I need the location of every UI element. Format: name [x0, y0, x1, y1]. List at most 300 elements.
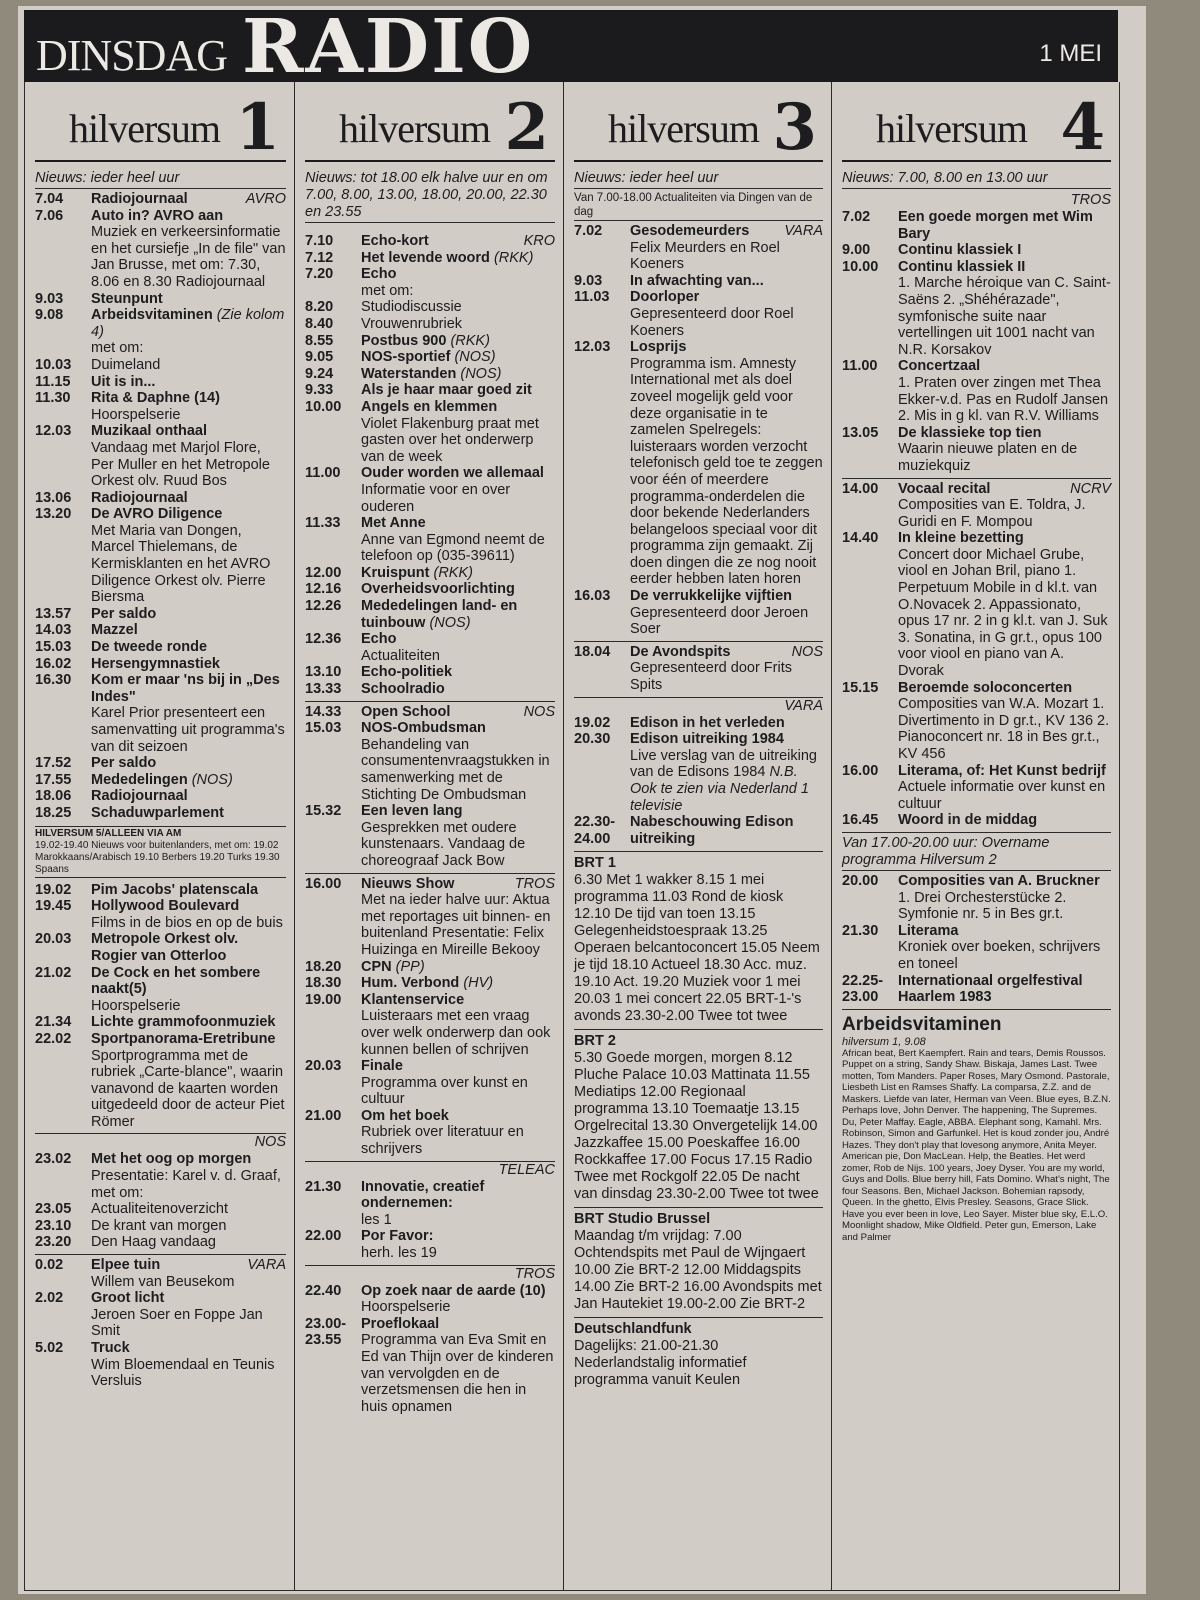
program-body	[361, 565, 555, 582]
program-body	[91, 390, 286, 423]
program-title: Arbeidsvitaminen	[91, 307, 213, 324]
program-description: Jeroen Soer en Foppe Jan Smit	[91, 1306, 263, 1340]
program-description: Vandaag met Marjol Flore, Per Muller en het Metropole Orkest olv. Ruud Bos	[91, 439, 270, 490]
program-entry	[305, 333, 555, 350]
program-time: 15.03	[35, 639, 72, 656]
divider	[305, 873, 555, 874]
program-body	[630, 289, 823, 339]
program-time: 7.02	[842, 209, 871, 225]
program-body	[361, 720, 555, 803]
program-time: 12.03	[574, 339, 611, 356]
column-hilversum-2	[295, 82, 564, 1590]
program-body	[898, 973, 1111, 1006]
program-title: Nabeschouwing Edison uitreiking	[630, 814, 794, 847]
program-entry	[35, 805, 286, 822]
program-title: Kruispunt	[361, 564, 430, 581]
program-time: 18.04	[574, 643, 611, 660]
broadcaster-label: KRO	[523, 233, 555, 249]
program-description: Actuele informatie over kunst en cultuur	[898, 779, 1106, 812]
program-body	[361, 266, 555, 299]
program-title: Vrouwenrubriek	[361, 315, 463, 332]
program-body	[361, 299, 555, 316]
program-body	[361, 233, 555, 250]
program-entry	[305, 992, 555, 1058]
program-title: Groot licht	[91, 1290, 165, 1307]
program-title: Actualiteitenoverzicht	[91, 1201, 229, 1218]
program-time: 16.00	[305, 875, 342, 892]
program-time: 10.00	[842, 258, 879, 275]
program-time: 14.40	[842, 530, 879, 547]
program-entry	[35, 755, 286, 772]
program-entry	[35, 1234, 286, 1251]
program-time: 7.10	[305, 233, 334, 249]
program-description: Films in de bios en op de buis	[91, 914, 283, 931]
program-title: De tweede ronde	[91, 639, 208, 656]
program-body	[91, 1290, 286, 1340]
program-body	[361, 598, 555, 631]
program-time: 11.30	[35, 390, 71, 407]
program-entry	[574, 588, 823, 638]
program-body	[91, 656, 286, 673]
program-body	[898, 812, 1111, 829]
program-entry	[305, 664, 555, 681]
program-title: Open School	[361, 703, 451, 720]
program-note: N.B. Ook te zien via Nederland 1 televisie	[630, 764, 809, 814]
program-entry	[35, 374, 286, 391]
broadcaster-tag: (NOS)	[460, 365, 502, 382]
program-description: 1. Marche héroique van C. Saint-Saëns 2. „Shéhérazade", symfonische suite naar vertellingen uit 1001 nacht van N.R. Korsakov	[898, 275, 1111, 358]
program-body	[91, 291, 286, 308]
program-time: 23.00-23.55	[305, 1315, 347, 1349]
program-title: In afwachting van...	[630, 272, 764, 289]
program-entry	[35, 672, 286, 755]
divider	[35, 1254, 286, 1255]
program-description: herh. les 19	[361, 1245, 437, 1262]
program-body	[898, 425, 1111, 475]
program-body	[91, 606, 286, 623]
program-time: 2.02	[35, 1290, 64, 1307]
program-time: 9.33	[305, 382, 334, 399]
program-title: De krant van morgen	[91, 1217, 227, 1234]
program-time: 20.03	[305, 1058, 342, 1075]
news-schedule: Nieuws: ieder heel uur	[574, 170, 823, 189]
program-time: 23.02	[35, 1151, 72, 1168]
program-description: les 1	[361, 1211, 392, 1228]
program-title: Auto in? AVRO aan	[91, 207, 224, 224]
program-time: 22.25-23.00	[842, 972, 884, 1006]
program-entry	[305, 581, 555, 598]
program-title: Beroemde soloconcerten	[898, 679, 1073, 696]
program-description: Programma over kunst en cultuur	[361, 1074, 528, 1108]
program-time: 23.05	[35, 1201, 72, 1218]
program-entry	[842, 923, 1111, 973]
program-entry	[305, 1283, 555, 1316]
program-title: Edison uitreiking 1984	[630, 731, 784, 748]
broadcaster-tag: (PP)	[395, 958, 425, 975]
program-title: Den Haag vandaag	[91, 1234, 216, 1251]
program-description: met om:	[91, 340, 144, 357]
program-title: Een leven lang	[361, 803, 463, 820]
program-entry	[35, 898, 286, 931]
program-time: 11.15	[35, 373, 71, 390]
program-title: Mazzel	[91, 622, 138, 639]
program-body	[361, 1316, 555, 1416]
program-description: 1. Praten over zingen met Thea Ekker-v.d. Pas en Rudolf Jansen 2. Mis in g kl. van R.V. Williams	[898, 374, 1109, 425]
program-entry	[842, 973, 1111, 1006]
program-description: Anne van Egmond neemt de telefoon op (035-39611)	[361, 531, 545, 565]
station-header	[305, 82, 555, 165]
program-title: Overheidsvoorlichting	[361, 581, 515, 598]
program-body	[361, 1179, 555, 1229]
program-title: Duimeland	[91, 356, 161, 373]
program-title: NOS-sportief	[361, 349, 451, 366]
program-entry	[35, 772, 286, 789]
program-entry	[305, 299, 555, 316]
program-body	[91, 1340, 286, 1390]
program-title: Echo-politiek	[361, 664, 453, 681]
program-body	[361, 366, 555, 383]
am-note	[35, 826, 286, 878]
program-description: Actualiteiten	[361, 647, 440, 664]
program-title: Mededelingen	[91, 771, 188, 788]
program-title: Echo-kort	[361, 233, 429, 249]
program-body	[898, 209, 1111, 242]
program-title: Rita & Daphne (14)	[91, 390, 220, 407]
program-entry	[305, 803, 555, 869]
broadcaster-tag: (NOS)	[454, 349, 496, 366]
program-entry	[305, 975, 555, 992]
program-description: Willem van Beusekom	[91, 1273, 235, 1290]
program-body	[91, 506, 286, 606]
program-description: Wim Bloemendaal en Teunis Versluis	[91, 1356, 275, 1390]
program-body	[361, 465, 555, 515]
program-time: 10.00	[305, 398, 342, 415]
magazine-page	[18, 6, 1146, 1594]
program-title: Radiojournaal	[91, 788, 188, 805]
program-body	[361, 349, 555, 366]
program-entry	[35, 656, 286, 673]
program-entry	[35, 1031, 286, 1131]
program-description: Muziek en verkeersinformatie en het cursiefje „In de file" van Jan Brusse, met om: 7.30, 8.06 en 8.30 Radiojournaal	[91, 224, 286, 290]
day-label: DINSDAG	[36, 31, 227, 80]
section-title: RADIO	[242, 4, 535, 90]
program-entry	[842, 425, 1111, 475]
program-entry	[305, 681, 555, 698]
program-title: Doorloper	[630, 289, 700, 306]
program-body	[91, 423, 286, 489]
program-title: Het levende woord	[361, 249, 490, 266]
program-body	[361, 1283, 555, 1316]
program-time: 12.26	[305, 598, 342, 615]
broadcaster-tag: (HV)	[463, 975, 494, 992]
program-title: Uit is in...	[91, 373, 156, 390]
program-time: 23.20	[35, 1234, 72, 1251]
program-time: 17.52	[35, 755, 72, 772]
broadcaster-break: TROS	[305, 1265, 555, 1283]
program-entry	[35, 788, 286, 805]
program-body	[91, 898, 286, 931]
program-body	[361, 250, 555, 267]
am-note-text: 19.02-19.40 Nieuws voor buitenlanders, met om: 19.02 Marokkaans/Arabisch 19.10 Berbers 19.20 Turks 19.30 Spaans	[35, 839, 280, 875]
program-title: Literama	[898, 922, 959, 939]
program-entry	[35, 622, 286, 639]
program-entry	[35, 208, 286, 291]
program-body	[361, 704, 555, 721]
program-body	[361, 1228, 555, 1261]
program-body	[91, 788, 286, 805]
program-body	[361, 316, 555, 333]
program-time: 13.06	[35, 489, 72, 506]
program-title: Continu klassiek I	[898, 242, 1022, 259]
program-entry	[842, 873, 1111, 923]
program-time: 18.06	[35, 788, 72, 805]
program-time: 22.00	[305, 1228, 342, 1245]
program-body	[91, 374, 286, 391]
program-body	[630, 588, 823, 638]
program-time: 21.00	[305, 1107, 342, 1124]
broadcaster-label: NOS	[523, 703, 555, 720]
program-title: Op zoek naar de aarde (10)	[361, 1282, 546, 1299]
program-body	[361, 581, 555, 598]
program-title: Schoolradio	[361, 681, 445, 698]
program-title: Met Anne	[361, 515, 426, 532]
program-entry	[35, 1257, 286, 1290]
program-entry	[842, 358, 1111, 424]
program-time: 8.40	[305, 315, 334, 332]
program-time: 16.03	[574, 588, 611, 605]
program-entry	[35, 1201, 286, 1218]
program-description: Behandeling van consumentenvraagstukken in samenwerking met de Stichting De Ombudsman	[361, 736, 550, 803]
dlf-title: Deutschlandfunk	[574, 1321, 692, 1338]
program-title: Als je haar maar goed zit	[361, 382, 532, 399]
program-time: 19.02	[35, 881, 72, 898]
program-time: 13.33	[305, 681, 342, 698]
program-description: Waarin nieuwe platen en de muziekquiz	[898, 441, 1078, 474]
station-header	[35, 82, 286, 165]
program-entry	[842, 680, 1111, 763]
spacer	[305, 225, 555, 233]
program-title: Waterstanden	[361, 365, 457, 382]
program-title: Muzikaal onthaal	[91, 423, 208, 440]
program-description: Presentatie: Karel v. d. Graaf, met om:	[91, 1168, 281, 1201]
broadcaster-tag: (RKK)	[493, 249, 534, 266]
broadcaster-tag: (RKK)	[450, 332, 490, 349]
program-entry	[35, 191, 286, 208]
program-description: Met Maria van Dongen, Marcel Thielemans, de Kermisklanten en het AVRO Diligence Orkest olv. Pierre Biersma	[91, 522, 271, 606]
program-body	[898, 680, 1111, 763]
program-time: 20.00	[842, 872, 879, 889]
divider	[842, 1009, 1111, 1010]
program-time: 7.20	[305, 266, 334, 283]
program-title: Internationaal orgelfestival Haarlem 1983	[898, 972, 1083, 1006]
program-entry	[35, 357, 286, 374]
program-title: Een goede morgen met Wim Bary	[898, 209, 1093, 242]
program-title: Metropole Orkest olv. Rogier van Otterloo	[91, 931, 239, 964]
broadcaster-label: NOS	[791, 643, 823, 660]
program-title: Hersengymnastiek	[91, 655, 220, 672]
program-body	[91, 672, 286, 755]
page-header	[24, 4, 1118, 90]
program-body	[630, 339, 823, 588]
program-time: 22.40	[305, 1282, 342, 1299]
brt1-block	[574, 851, 823, 1025]
broadcaster-label: VARA	[247, 1257, 286, 1274]
program-title: Hollywood Boulevard	[91, 898, 240, 915]
program-description: met om:	[361, 282, 414, 299]
program-time: 11.00	[305, 465, 341, 482]
program-entry	[842, 530, 1111, 679]
column-hilversum-3	[564, 82, 832, 1590]
program-entry	[305, 959, 555, 976]
program-title: Per saldo	[91, 605, 157, 622]
program-body	[630, 273, 823, 290]
program-time: 15.03	[305, 720, 342, 737]
studio-title: BRT Studio Brussel	[574, 1211, 711, 1228]
program-entry	[35, 506, 286, 606]
program-body	[361, 399, 555, 465]
program-description: Hoorspelserie	[91, 406, 181, 423]
program-time: 15.15	[842, 679, 879, 696]
program-title: Woord in de middag	[898, 812, 1038, 829]
program-body	[91, 1014, 286, 1031]
program-title: Angels en klemmen	[361, 398, 498, 415]
program-body	[91, 755, 286, 772]
brt1-title: BRT 1	[574, 855, 616, 872]
program-entry	[305, 266, 555, 299]
program-title: Truck	[91, 1340, 130, 1356]
program-title: Klantenservice	[361, 991, 465, 1008]
program-entry	[35, 1151, 286, 1201]
program-time: 14.00	[842, 480, 879, 497]
program-entry	[574, 339, 823, 588]
broadcaster-label: NCRV	[1070, 480, 1111, 497]
program-entry	[35, 307, 286, 357]
date-label: 1 MEI	[1039, 40, 1102, 67]
program-entry	[305, 349, 555, 366]
program-body	[361, 631, 555, 664]
program-title: Sportpanorama-Eretribune	[91, 1030, 276, 1047]
program-body	[361, 333, 555, 350]
program-time: 19.02	[574, 714, 611, 731]
program-body	[91, 882, 286, 899]
station-header	[842, 82, 1111, 165]
broadcaster-label: AVRO	[245, 191, 286, 207]
program-entry	[305, 1228, 555, 1261]
program-body	[91, 1031, 286, 1131]
program-time: 13.57	[35, 605, 72, 622]
brt2-block	[574, 1029, 823, 1203]
brt1-text: 6.30 Met 1 wakker 8.15 1 mei programma 11.03 Rond de kiosk 12.10 De tijd van toen 13.15 Gelegenheidstoespraak 13.25 Operaen belcantoconcert 15.05 Neem je tijd 18.10 Actueel 18.30 Acc. muz. 19.10 Act. 19.20 Muziek voor 1 mei 20.03 1 mei concert 22.05 BRT-1-'s avonds 23.30-2.00 Twee tot twee	[574, 872, 820, 1025]
studio-block	[574, 1207, 823, 1313]
program-body	[91, 1201, 286, 1218]
program-body	[361, 959, 555, 976]
program-title: Echo	[361, 266, 397, 283]
program-title: Steunpunt	[91, 290, 163, 307]
program-title: De klassieke top tien	[898, 424, 1042, 441]
program-time: 17.55	[35, 771, 72, 788]
program-description: Live verslag van de uitreiking van de Edisons 1984	[630, 747, 817, 781]
program-body	[898, 923, 1111, 973]
program-body	[361, 382, 555, 399]
program-body	[91, 931, 286, 964]
divider	[305, 701, 555, 702]
program-description: Gepresenteerd door Frits Spits	[630, 660, 792, 694]
program-time: 13.05	[842, 424, 879, 441]
broadcaster-tag: (NOS)	[191, 771, 233, 788]
program-entry	[35, 390, 286, 423]
program-entry	[574, 715, 823, 732]
program-title: De Cock en het sombere naakt(5)	[91, 964, 261, 998]
program-body	[91, 965, 286, 1015]
program-title: Vocaal recital	[898, 480, 991, 497]
program-entry	[305, 631, 555, 664]
program-body	[361, 515, 555, 565]
program-title: Innovatie, creatief ondernemen:	[361, 1178, 485, 1212]
program-description: Concert door Michael Grube, viool en Johan Bril, piano 1. Perpetuum Mobile in d kl.t. van O.Novacek 2. Appassionato, opus 17 nr. 2 in g kl.t. van J. Suk 3. Sonatina, in G gr.t., opus 100 voor viool en piano van A. Dvorak	[898, 546, 1108, 680]
program-title: Per saldo	[91, 755, 157, 772]
program-title: Lichte grammofoonmuziek	[91, 1014, 276, 1031]
program-time: 21.30	[305, 1178, 342, 1195]
program-description: 1. Drei Orchesterstücke 2. Symfonie nr. 5 in Bes gr.t.	[898, 889, 1067, 923]
arbeidsvitaminen-subtitle: hilversum 1, 9.08	[842, 1035, 926, 1048]
program-time: 18.30	[305, 975, 342, 992]
program-description: Violet Flakenburg praat met gasten over het onderwerp van de week	[361, 415, 539, 465]
program-entry	[305, 1179, 555, 1229]
program-time: 19.00	[305, 991, 342, 1008]
program-description: Composities van E. Toldra, J. Guridi en F. Mompou	[898, 497, 1086, 530]
program-time: 21.02	[35, 964, 72, 981]
program-entry	[305, 1316, 555, 1416]
news-schedule: Nieuws: ieder heel uur	[35, 170, 286, 189]
program-body	[91, 772, 286, 789]
program-entry	[35, 965, 286, 1015]
program-title: Nieuws Show	[361, 875, 455, 892]
station-name: hilversum	[876, 106, 1027, 151]
station-name: hilversum	[339, 106, 490, 151]
program-body	[91, 307, 286, 357]
program-body	[630, 731, 823, 814]
program-entry	[305, 720, 555, 803]
program-body	[630, 814, 823, 847]
program-title: Gesodemeurders	[630, 223, 750, 239]
program-time: 16.02	[35, 655, 72, 672]
station-header	[574, 82, 823, 165]
program-description: Kroniek over boeken, schrijvers en toneel	[898, 939, 1101, 972]
program-title: Losprijs	[630, 339, 687, 356]
program-time: 22.30-24.00	[574, 814, 616, 847]
dlf-block	[574, 1317, 823, 1389]
program-title: De Avondspits	[630, 643, 731, 660]
program-description: Felix Meurders en Roel Koeners	[630, 239, 780, 273]
program-entry	[35, 639, 286, 656]
program-entry	[35, 606, 286, 623]
program-body	[91, 191, 286, 208]
program-entry	[35, 423, 286, 489]
program-body	[630, 223, 823, 273]
program-entry	[305, 366, 555, 383]
program-title: Postbus 900	[361, 332, 447, 349]
program-title: Schaduwparlement	[91, 804, 224, 821]
program-entry	[35, 1218, 286, 1235]
broadcaster-break: VARA	[574, 697, 823, 715]
program-entry	[305, 598, 555, 631]
program-entry	[842, 812, 1111, 829]
divider	[842, 478, 1111, 479]
program-title: Elpee tuin	[91, 1257, 161, 1274]
program-description: Met na ieder halve uur: Aktua met reportages uit binnen- en buitenland Presentatie: Felix Huizinga en Mireille Bekooy	[361, 892, 551, 958]
program-time: 20.30	[574, 731, 611, 748]
station-number: 2	[504, 90, 549, 165]
